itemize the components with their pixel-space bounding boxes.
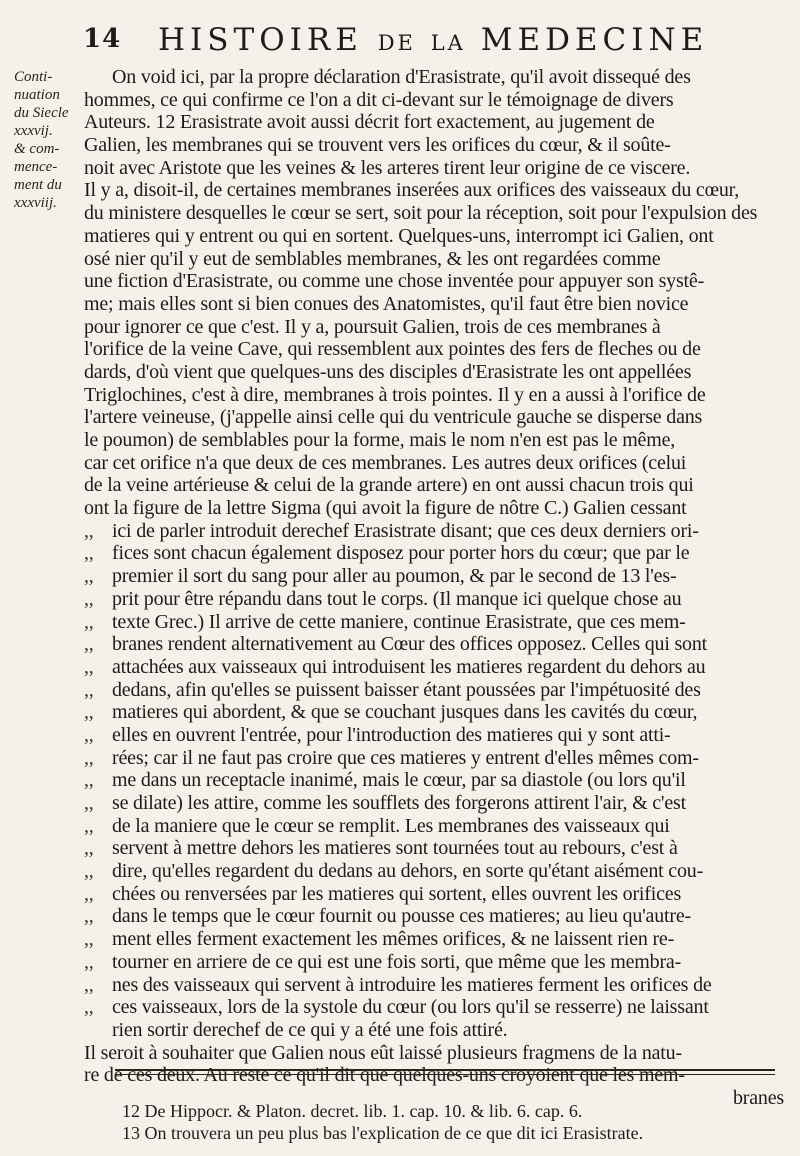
text-line-content: premier il sort du sang pour aller au poumon, & par le second de 13 l'es- xyxy=(112,565,677,588)
text-line xyxy=(84,633,784,656)
text-line-content: me; mais elles sont si bien conues des Anatomistes, qu'il faut être bien novice xyxy=(84,292,689,315)
text-line xyxy=(84,157,784,180)
text-line xyxy=(84,679,784,702)
text-line-content: de la veine artérieuse & celui de la grande artere) en ont aussi chacun trois qui xyxy=(84,474,694,497)
quote-mark: ,, xyxy=(84,610,94,633)
margin-note-line: ment du xyxy=(14,177,62,193)
margin-note-line: nuation xyxy=(14,87,60,103)
margin-note-line: mence- xyxy=(14,159,58,175)
text-line xyxy=(84,270,784,293)
text-line xyxy=(84,792,784,815)
text-line-content: Il seroit à souhaiter que Galien nous eût laissé plusieurs fragmens de la natu- xyxy=(84,1041,682,1064)
quote-mark: ,, xyxy=(84,678,94,701)
quote-mark: ,, xyxy=(84,973,94,996)
text-line xyxy=(84,338,784,361)
text-line xyxy=(84,1064,784,1087)
text-line-content: tourner en arriere de ce qui est une fois sorti, que même que les membra- xyxy=(112,950,682,973)
text-line-content: ment elles ferment exactement les mêmes orifices, & ne laissent rien re- xyxy=(112,928,675,951)
quote-mark: ,, xyxy=(84,542,94,565)
text-line-content: fices sont chacun également disposez pour porter hors du cœur; que par le xyxy=(112,542,690,565)
text-line xyxy=(84,225,784,248)
quote-mark: ,, xyxy=(84,565,94,588)
quote-mark: ,, xyxy=(84,882,94,905)
text-line-content: matieres qui y entrent ou qui en sortent. Quelques-uns, interrompt ici Galien, ont xyxy=(84,224,714,247)
text-line-content: car cet orifice n'a que deux de ces membranes. Les autres deux orifices (celui xyxy=(84,451,687,474)
text-line-content: matieres qui abordent, & que se couchant jusques dans les cavités du cœur, xyxy=(112,701,698,724)
text-line-content: pour ignorer ce que c'est. Il y a, poursuit Galien, trois de ces membranes à xyxy=(84,315,661,338)
quote-mark: ,, xyxy=(84,860,94,883)
text-line xyxy=(84,89,784,112)
text-line xyxy=(84,701,784,724)
text-line xyxy=(84,542,784,565)
text-line xyxy=(84,656,784,679)
text-line xyxy=(84,565,784,588)
text-line-content: ont la figure de la lettre Sigma (qui avoit la figure de nôtre C.) Galien cessant xyxy=(84,497,687,520)
text-line xyxy=(84,883,784,906)
text-line xyxy=(84,406,784,429)
footnote-12: 12 De Hippocr. & Platon. decret. lib. 1. cap. 10. & lib. 6. cap. 6. xyxy=(122,1101,583,1121)
text-line-content: osé nier qu'il y eut de semblables membranes, & les ont regardées comme xyxy=(84,247,661,270)
quote-mark: ,, xyxy=(84,701,94,724)
text-line xyxy=(84,769,784,792)
quote-mark: ,, xyxy=(84,723,94,746)
text-line xyxy=(84,588,784,611)
text-line xyxy=(84,747,784,770)
text-line-content: dedans, afin qu'elles se puissent baisser étant poussées par l'impétuosité des xyxy=(112,678,701,701)
text-line-content: chées ou renversées par les matieres qui sortent, elles ouvrent les orifices xyxy=(112,882,682,905)
quote-mark: ,, xyxy=(84,519,94,542)
text-line-content: ces vaisseaux, lors de la systole du cœur (ou lors qu'il se resserre) ne laissant xyxy=(112,996,709,1019)
running-title-word-2: DE xyxy=(377,31,416,55)
quote-mark: ,, xyxy=(84,746,94,769)
quote-mark: ,, xyxy=(84,837,94,860)
text-line-content: branes rendent alternativement au Cœur des offices opposez. Celles qui sont xyxy=(112,633,708,656)
text-line-content: Triglochines, c'est à dire, membranes à trois pointes. Il y en a aussi à l'orifice de xyxy=(84,383,706,406)
text-line-content: ici de parler introduit derechef Erasistrate disant; que ces deux derniers ori- xyxy=(112,519,699,542)
text-line-content: nes des vaisseaux qui servent à introduire les matieres ferment les orifices de xyxy=(112,973,712,996)
text-line-content: elles en ouvrent l'entrée, pour l'introduction des matieres qui y sont atti- xyxy=(112,723,671,746)
text-line-content: de la maniere que le cœur se remplit. Les membranes des vaisseaux qui xyxy=(112,814,670,837)
margin-note-line: xxxvij. xyxy=(14,123,53,139)
text-line xyxy=(84,474,784,497)
margin-note-line: du Siecle xyxy=(14,105,69,121)
footnote-13: 13 On trouvera un peu plus bas l'explication de ce que dit ici Erasistrate. xyxy=(122,1123,644,1143)
text-line-content: texte Grec.) Il arrive de cette maniere, continue Erasistrate, que ces mem- xyxy=(112,610,686,633)
text-line xyxy=(84,384,784,407)
footnote-rule-thin xyxy=(115,1074,775,1075)
text-line-content: dire, qu'elles regardent du dedans au dehors, en sorte qu'étant aisément cou- xyxy=(112,860,704,883)
text-line xyxy=(84,316,784,339)
text-line xyxy=(84,996,784,1019)
text-line xyxy=(84,66,784,89)
text-line-content: l'artere veineuse, (j'appelle ainsi celle qui du ventricule gauche se disperse dans xyxy=(84,406,703,429)
text-line-content: Galien, les membranes qui se trouvent vers les orifices du cœur, & il soûte- xyxy=(84,134,671,157)
text-line-content: On void ici, par la propre déclaration d'Erasistrate, qu'il avoit dissequé des xyxy=(112,66,691,88)
margin-note-line: xxxviij. xyxy=(14,195,57,211)
text-line-content: Il y a, disoit-il, de certaines membranes inserées aux orifices des vaisseaux du cœur, xyxy=(84,179,740,202)
text-line-content: noit avec Aristote que les veines & les arteres tirent leur origine de ce viscere. xyxy=(84,156,691,179)
text-line-content: dans le temps que le cœur fournit ou pousse ces matieres; au lieu qu'autre- xyxy=(112,905,691,928)
quote-mark: ,, xyxy=(84,996,94,1019)
text-line xyxy=(84,202,784,225)
footnote-rule xyxy=(115,1069,775,1071)
text-line xyxy=(84,361,784,384)
text-line xyxy=(84,905,784,928)
text-line xyxy=(84,111,784,134)
quote-mark: ,, xyxy=(84,950,94,973)
text-line-content: servent à mettre dehors les matieres sont tournées tout au rebours, c'est à xyxy=(112,837,678,860)
quote-mark: ,, xyxy=(84,792,94,814)
quote-mark: ,, xyxy=(84,769,94,792)
text-line-content: rien sortir derechef de ce qui y a été une fois attiré. xyxy=(112,1018,508,1041)
text-line-content: re de ces deux. Au reste ce qu'il dit que quelques-uns croyoient que les mem- xyxy=(84,1064,685,1087)
text-line-content: me dans un receptacle inanimé, mais le cœur, par sa diastole (ou lors qu'il xyxy=(112,769,686,792)
quote-mark: ,, xyxy=(84,587,94,610)
quote-mark: ,, xyxy=(84,905,94,928)
running-title xyxy=(158,22,708,58)
text-line-content: dards, d'où vient que quelques-uns des disciples d'Erasistrate les ont appellées xyxy=(84,360,692,383)
quote-mark: ,, xyxy=(84,814,94,837)
text-line-content: rées; car il ne faut pas croire que ces matieres y entrent d'elles mêmes com- xyxy=(112,746,699,769)
running-title-word-1: HISTOIRE xyxy=(158,22,363,58)
text-line-content: le poumon) de semblables pour la forme, mais le nom n'en est pas le même, xyxy=(84,429,676,451)
text-line xyxy=(84,928,784,951)
text-line xyxy=(84,497,784,520)
body-text xyxy=(84,66,784,1110)
text-line-content: une fiction d'Erasistrate, ou comme une chose inventée pour appuyer son systê- xyxy=(84,270,705,293)
margin-note xyxy=(14,68,82,212)
text-line-content: Auteurs. 12 Erasistrate avoit aussi décrit fort exactement, au jugement de xyxy=(84,111,655,134)
text-line xyxy=(84,860,784,883)
text-line-content: hommes, ce qui confirme ce l'on a dit ci-devant sur le témoignage de divers xyxy=(84,88,674,111)
text-line-content: du ministere desquelles le cœur se sert, soit pour la réception, soit pour l'expulsion des xyxy=(84,202,758,225)
text-line xyxy=(84,837,784,860)
text-line xyxy=(84,611,784,634)
text-line xyxy=(84,452,784,475)
text-line xyxy=(84,724,784,747)
text-line xyxy=(84,179,784,202)
text-line xyxy=(84,815,784,838)
text-line-content: branes xyxy=(733,1086,784,1109)
margin-note-line: Conti- xyxy=(14,69,53,85)
margin-note-line: & com- xyxy=(14,141,60,157)
footnotes xyxy=(122,1100,782,1144)
text-line-content: se dilate) les attire, comme les soufflets des forgerons attirent l'air, & c'est xyxy=(112,792,686,814)
page-header xyxy=(0,22,800,68)
quote-mark: ,, xyxy=(84,655,94,678)
text-line-content: l'orifice de la veine Cave, qui ressemblent aux pointes des fers de fleches ou de xyxy=(84,338,701,361)
text-line xyxy=(84,134,784,157)
quote-mark: ,, xyxy=(84,633,94,656)
text-line xyxy=(84,1042,784,1065)
text-line-content: prit pour être répandu dans tout le corps. (Il manque ici quelque chose au xyxy=(112,587,682,610)
text-line xyxy=(84,520,784,543)
text-line xyxy=(84,248,784,271)
page-number: 14 xyxy=(83,24,122,54)
text-line xyxy=(84,951,784,974)
text-line-content: attachées aux vaisseaux qui introduisent les matieres regardent du dehors au xyxy=(112,655,706,678)
text-line xyxy=(84,1019,784,1042)
quote-mark: ,, xyxy=(84,928,94,951)
text-line xyxy=(84,974,784,997)
running-title-word-4: MEDECINE xyxy=(480,22,709,58)
text-line xyxy=(84,429,784,452)
text-line xyxy=(84,293,784,316)
running-title-word-3: LA xyxy=(430,31,466,55)
